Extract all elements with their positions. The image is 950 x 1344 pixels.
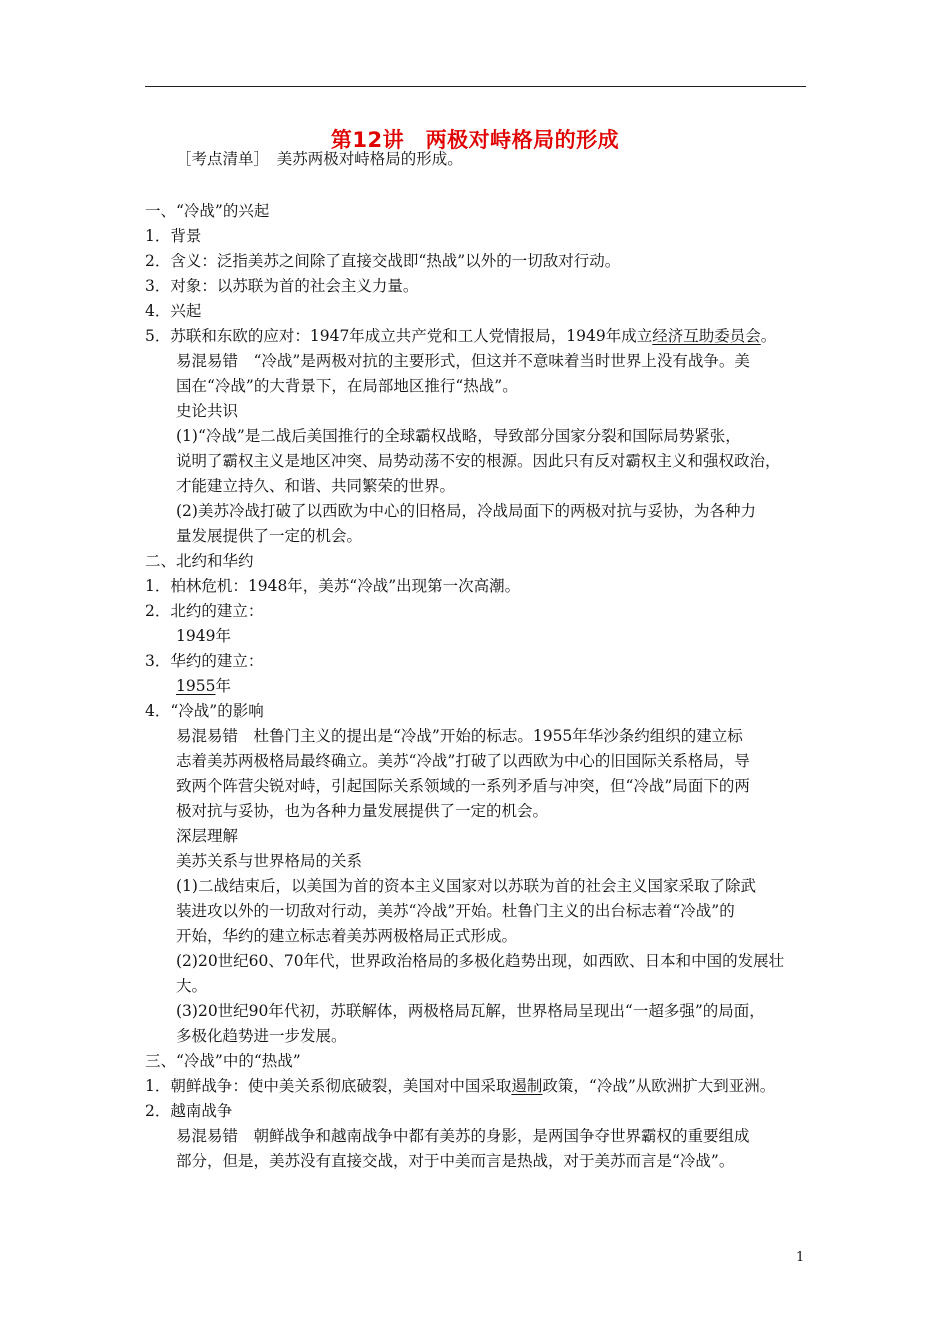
intro-line: ［考点清单］ 美苏两极对峙格局的形成。: [176, 150, 463, 168]
s2-deep-heading: 深层理解: [176, 827, 239, 845]
underlined-term: 遏制: [511, 1077, 543, 1095]
header-rule: [145, 86, 806, 87]
s2-deep-line: (2)20世纪60、70年代，世界政治格局的多极化趋势出现，如西欧、日本和中国的发展壮: [176, 952, 785, 970]
section-1-heading: 一、“冷战”的兴起: [145, 202, 270, 220]
s1-item-3: 3．对象：以苏联为首的社会主义力量。: [145, 277, 419, 295]
s1-error-note-line: 易混易错 “冷战”是两极对抗的主要形式，但这并不意味着当时世界上没有战争。美: [176, 352, 750, 370]
s2-error-note-line: 易混易错 杜鲁门主义的提出是“冷战”开始的标志。1955年华沙条约组织的建立标: [176, 727, 743, 745]
s3-item-1: 1．朝鲜战争：使中美关系彻底破裂，美国对中国采取遏制政策，“冷战”从欧洲扩大到亚洲。: [145, 1077, 776, 1095]
s1-consensus-line: 量发展提供了一定的机会。: [176, 527, 363, 545]
s1-error-note-line: 国在“冷战”的大背景下，在局部地区推行“热战”。: [176, 377, 518, 395]
s2-error-note-line: 志着美苏两极格局最终确立。美苏“冷战”打破了以西欧为中心的旧国际关系格局，导: [176, 752, 750, 770]
s1-consensus-line: (1)“冷战”是二战后美国推行的全球霸权战略，导致部分国家分裂和国际局势紧张，: [176, 427, 741, 445]
s2-item-3-year: 1955年: [176, 677, 231, 695]
s1-consensus-line: 才能建立持久、和谐、共同繁荣的世界。: [176, 477, 456, 495]
s1-item-1: 1．背景: [145, 227, 202, 245]
s1-consensus-line: 说明了霸权主义是地区冲突、局势动荡不安的根源。因此只有反对霸权主义和强权政治，: [176, 452, 781, 470]
page-number: 1: [796, 1250, 805, 1265]
s2-deep-line: 多极化趋势进一步发展。: [176, 1027, 347, 1045]
s3-error-note-line: 易混易错 朝鲜战争和越南战争中都有美苏的身影，是两国争夺世界霸权的重要组成: [176, 1127, 750, 1145]
s2-item-4: 4．“冷战”的影响: [145, 702, 264, 720]
s2-deep-line: 装进攻以外的一切敌对行动，美苏“冷战”开始。杜鲁门主义的出台标志着“冷战”的: [176, 902, 735, 920]
s2-error-note-line: 致两个阵营尖锐对峙，引起国际关系领域的一系列矛盾与冲突，但“冷战”局面下的两: [176, 777, 750, 795]
section-3-heading: 三、“冷战”中的“热战”: [145, 1052, 301, 1070]
s2-deep-line: (1)二战结束后，以美国为首的资本主义国家对以苏联为首的社会主义国家采取了除武: [176, 877, 756, 895]
s2-item-2-year: 1949年: [176, 627, 231, 645]
s3-item-2: 2．越南战争: [145, 1102, 233, 1120]
s1-item-2: 2．含义：泛指美苏之间除了直接交战即“热战”以外的一切敌对行动。: [145, 252, 621, 270]
s2-deep-line: (3)20世纪90年代初，苏联解体，两极格局瓦解，世界格局呈现出“一超多强”的局面，: [176, 1002, 765, 1020]
underlined-term: 经济互助委员会: [652, 327, 761, 345]
s2-deep-subheading: 美苏关系与世界格局的关系: [176, 852, 363, 870]
s1-item-5: 5．苏联和东欧的应对：1947年成立共产党和工人党情报局，1949年成立经济互助委员会。: [145, 327, 777, 345]
s1-item-4: 4．兴起: [145, 302, 202, 320]
underlined-year: 1955: [176, 677, 216, 695]
s3-error-note-line: 部分，但是，美苏没有直接交战，对于中美而言是热战，对于美苏而言是“冷战”。: [176, 1152, 735, 1170]
s2-deep-line: 开始，华约的建立标志着美苏两极格局正式形成。: [176, 927, 518, 945]
s2-deep-line: 大。: [176, 977, 208, 995]
s2-item-1: 1．柏林危机：1948年，美苏“冷战”出现第一次高潮。: [145, 577, 521, 595]
section-2-heading: 二、北约和华约: [145, 552, 254, 570]
s2-error-note-line: 极对抗与妥协，也为各种力量发展提供了一定的机会。: [176, 802, 549, 820]
page-title: 第12讲 两极对峙格局的形成: [330, 128, 620, 152]
s2-item-2: 2．北约的建立：: [145, 602, 264, 620]
s2-item-3: 3．华约的建立：: [145, 652, 264, 670]
s1-consensus-heading: 史论共识: [176, 402, 239, 420]
s1-consensus-line: (2)美苏冷战打破了以西欧为中心的旧格局，冷战局面下的两极对抗与妥协，为各种力: [176, 502, 756, 520]
